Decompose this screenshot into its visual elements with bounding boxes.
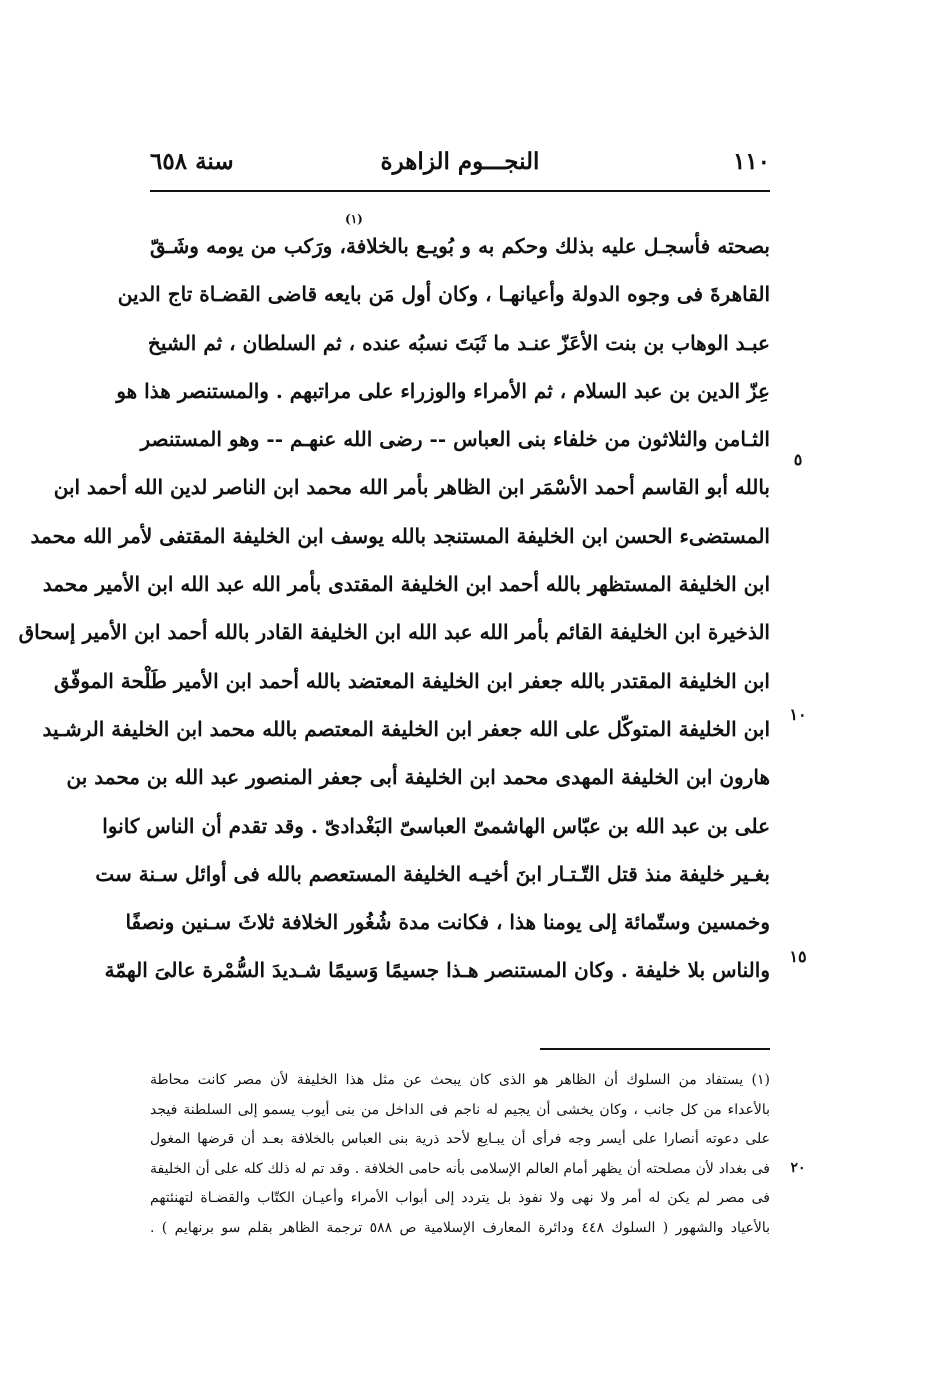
text-line: بغـير خليفة منذ قتل التّـتـار ابنَ أخيـه الخليفة المستعصم بالله فى أوائل سـنة ست [95, 861, 770, 886]
text-line: وخمسين وستّمائة إلى يومنا هذا ، فكانت مدة شُغُور الخلافة ثلاثَ سـنين ونصفًا [125, 910, 770, 935]
footnotes [150, 1066, 770, 1243]
text-line: بصحته فأسجـل عليه بذلك وحكم به و بُويـع بالخلافة، ورَكب من يومه وشَـقّ [150, 234, 770, 258]
text-line: هارون ابن الخليفة المهدى محمد ابن الخليفة أبى جعفر المنصور عبد الله بن محمد بن [66, 765, 770, 790]
text-line: بالله أبو القاسم أحمد الأسْمَر ابن الظاهر بأمر الله محمد ابن الناصر لدين الله أحمد ابن [53, 475, 770, 500]
running-title: النجـــوم الزاهرة [380, 148, 540, 175]
line-number-10: ١٠ [789, 705, 807, 724]
footnote-reference-mark: (١) [345, 212, 363, 226]
line-number-20: ٢٠ [790, 1160, 806, 1176]
line-number-5: ٥ [793, 450, 803, 469]
text-line: ابن الخليفة المقتدر بالله جعفر ابن الخليفة المعتضد بالله أحمد ابن الأمير طَلْحة الموفّق [54, 668, 770, 693]
text-line: القاهرةَ فى وجوه الدولة وأعيانهـا ، وكان أول مَن بايعه قاضى القضـاة تاج الدين [117, 282, 770, 307]
footnote-line: بالأعياد والشهور ( السلوك ٤٤٨ ودائرة المعارف الإسلامية ص ٥٨٨ ترجمة الظاهر بقلم سو برنهايم ) . [150, 1219, 771, 1236]
footnote-line: (١) يستفاد من السلوك أن الظاهر هو الذى كان يبحث عن مثل هذا الخليفة لأن مصر كانت محاطة [150, 1072, 770, 1088]
footnote-line: فى مصر لم يكن له أمر ولا نهى ولا نفوذ بل يتردد إلى أبواب الأمراء وأعيـان الكتّاب والقضـاة لتهنئتهم [150, 1190, 770, 1206]
footnote-rule [540, 1048, 770, 1050]
text-line: والناس بلا خليفة . وكان المستنصر هـذا جسيمًا وَسيمًا شـديدَ السُّمْرة عالىَ الهمّة [104, 958, 770, 983]
footnote-line: على دعوته أنصارا على أيسر وجه فرأى أن يبـايع لأحد ذرية بنى العباس بالخلافة بعـد أن قرضها المغول [150, 1131, 770, 1147]
text-line: الذخيرة ابن الخليفة القائم بأمر الله عبد الله ابن الخليفة القادر بالله أحمد ابن الأمير إسحاق [18, 620, 770, 645]
text-line: ابن الخليفة المتوكّل على الله جعفر ابن الخليفة المعتصم بالله محمد ابن الخليفة الرشـيد [42, 716, 770, 741]
line-number-15: ١٥ [789, 947, 807, 966]
text-line: المستضىء الحسن ابن الخليفة المستنجد بالله يوسف ابن الخليفة المقتفى لأمر الله محمد [30, 523, 770, 548]
footnote-line: بالأعداء من كل جانب ، وكان يخشى أن يجيم له ناجم فى الداخل من بنى أيوب يسمو إلى السلطنة فيجد [150, 1101, 770, 1118]
page-number: ١١٠ [732, 148, 770, 175]
text-line: الثـامن والثلاثون من خلفاء بنى العباس -- رضى الله عنهـم -- وهو المستنصر [140, 427, 770, 452]
footnote-line: فى بغداد لأن مصلحته أن يظهر أمام العالم الإسلامى بأنه حامى الخلافة . وقد تم له ذلك كله على أن الخليفة [150, 1160, 771, 1177]
running-header [150, 148, 770, 188]
running-year: سنة ٦٥٨ [150, 148, 234, 175]
text-line: عِزّ الدين بن عبد السلام ، ثم الأمراء والوزراء على مراتبهم . والمستنصر هذا هو [116, 378, 770, 403]
header-rule [150, 190, 770, 192]
text-line: على بن عبد الله بن عبّاس الهاشمىّ العباسىّ البَغْدادىّ . وقد تقدم أن الناس كانوا [102, 813, 770, 838]
text-line: عبـد الوهاب بن بنت الأعَزّ عنـد ما ثَبَتَ نسبُه عنده ، ثم السلطان ، ثم الشيخ [147, 330, 770, 355]
text-line: ابن الخليفة المستظهر بالله أحمد ابن الخليفة المقتدى بأمر الله عبد الله ابن الأمير محمد [42, 572, 770, 597]
main-text [18, 222, 770, 995]
